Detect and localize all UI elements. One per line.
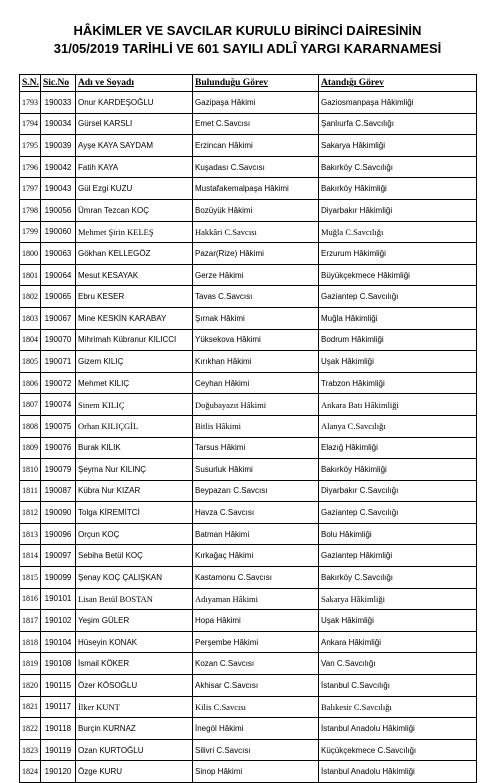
row-name: İlker KUNT — [76, 696, 193, 718]
table-row — [20, 588, 477, 610]
row-sn: 1815 — [20, 567, 41, 589]
header-assigned-post: Atandığı Görev — [319, 75, 477, 92]
row-sn: 1817 — [20, 610, 41, 632]
row-name: Sebiha Betül KOÇ — [76, 545, 193, 567]
row-assigned-post: Van C.Savcılığı — [319, 653, 477, 675]
row-sic-no: 190060 — [41, 221, 76, 243]
table-row — [20, 480, 477, 502]
row-sic-no: 190108 — [41, 653, 76, 675]
row-sic-no: 190104 — [41, 631, 76, 653]
row-sic-no: 190064 — [41, 264, 76, 286]
row-sn: 1795 — [20, 135, 41, 157]
row-assigned-post: Bakırköy Hâkimliği — [319, 459, 477, 481]
row-name: Mehmet Şirin KELEŞ — [76, 221, 193, 243]
table-row — [20, 264, 477, 286]
row-name: Onur KARDEŞOĞLU — [76, 92, 193, 114]
row-current-post: Bozüyük Hâkimi — [193, 199, 319, 221]
table-row — [20, 696, 477, 718]
row-name: Ayşe KAYA SAYDAM — [76, 135, 193, 157]
row-current-post: Bitlis Hâkimi — [193, 415, 319, 437]
row-sn: 1814 — [20, 545, 41, 567]
table-row — [20, 286, 477, 308]
table-row — [20, 739, 477, 761]
row-sn: 1800 — [20, 243, 41, 265]
row-sn: 1801 — [20, 264, 41, 286]
row-assigned-post: Sakarya Hâkimliği — [319, 588, 477, 610]
row-sic-no: 190042 — [41, 156, 76, 178]
table-row — [20, 545, 477, 567]
row-name: Ebru KESER — [76, 286, 193, 308]
row-current-post: Tavas C.Savcısı — [193, 286, 319, 308]
row-name: Mesut KESAYAK — [76, 264, 193, 286]
row-sic-no: 190120 — [41, 761, 76, 783]
row-sic-no: 190056 — [41, 199, 76, 221]
table-row — [20, 610, 477, 632]
document-title — [0, 22, 495, 58]
table-row — [20, 135, 477, 157]
table-row — [20, 631, 477, 653]
row-assigned-post: Alanya C.Savcılığı — [319, 415, 477, 437]
row-current-post: Kuşadası C.Savcısı — [193, 156, 319, 178]
title-line-1: HÂKİMLER VE SAVCILAR KURULU BİRİNCİ DAİRESİNİN — [73, 23, 422, 38]
row-sic-no: 190090 — [41, 502, 76, 524]
table-row — [20, 437, 477, 459]
row-current-post: Şırnak Hâkimi — [193, 307, 319, 329]
table-row — [20, 459, 477, 481]
row-sn: 1816 — [20, 588, 41, 610]
row-name: Yeşim GÜLER — [76, 610, 193, 632]
row-sn: 1813 — [20, 523, 41, 545]
row-name: Orhan KILIÇGİL — [76, 415, 193, 437]
row-current-post: Mustafakemalpaşa Hâkimi — [193, 178, 319, 200]
row-sn: 1804 — [20, 329, 41, 351]
row-sn: 1802 — [20, 286, 41, 308]
row-name: Şenay KOÇ ÇALIŞKAN — [76, 567, 193, 589]
row-sn: 1803 — [20, 307, 41, 329]
row-sn: 1818 — [20, 631, 41, 653]
row-current-post: Kırıkhan Hâkimi — [193, 351, 319, 373]
row-name: Özge KURU — [76, 761, 193, 783]
row-current-post: Adıyaman Hâkimi — [193, 588, 319, 610]
row-assigned-post: Muğla C.Savcılığı — [319, 221, 477, 243]
table-row — [20, 567, 477, 589]
row-current-post: Yüksekova Hâkimi — [193, 329, 319, 351]
row-current-post: Silivri C.Savcısı — [193, 739, 319, 761]
row-sic-no: 190072 — [41, 372, 76, 394]
row-name: Fatih KAYA — [76, 156, 193, 178]
row-current-post: Erzincan Hâkimi — [193, 135, 319, 157]
row-sic-no: 190118 — [41, 718, 76, 740]
table-row — [20, 243, 477, 265]
row-current-post: Akhisar C.Savcısı — [193, 675, 319, 697]
row-sic-no: 190096 — [41, 523, 76, 545]
row-sn: 1808 — [20, 415, 41, 437]
table-row — [20, 92, 477, 114]
row-assigned-post: Bolu Hâkimliği — [319, 523, 477, 545]
row-sic-no: 190115 — [41, 675, 76, 697]
row-name: Ümran Tezcan KOÇ — [76, 199, 193, 221]
header-name: Adı ve Soyadı — [76, 75, 193, 92]
row-sn: 1819 — [20, 653, 41, 675]
row-sic-no: 190063 — [41, 243, 76, 265]
row-assigned-post: Ankara Hâkimliği — [319, 631, 477, 653]
row-assigned-post: Büyükçekmece Hâkimliği — [319, 264, 477, 286]
row-assigned-post: Gaziantep C.Savcılığı — [319, 502, 477, 524]
row-name: İsmail KÖKER — [76, 653, 193, 675]
row-assigned-post: İstanbul Anadolu Hâkimliği — [319, 761, 477, 783]
row-name: Gizem KILIÇ — [76, 351, 193, 373]
row-current-post: Hakkâri C.Savcısı — [193, 221, 319, 243]
table-header-row — [20, 75, 477, 92]
table-row — [20, 653, 477, 675]
row-sn: 1811 — [20, 480, 41, 502]
row-sic-no: 190033 — [41, 92, 76, 114]
row-sic-no: 190119 — [41, 739, 76, 761]
row-name: Özer KÖSOĞLU — [76, 675, 193, 697]
row-assigned-post: Bodrum Hâkimliği — [319, 329, 477, 351]
row-sic-no: 190071 — [41, 351, 76, 373]
row-sic-no: 190070 — [41, 329, 76, 351]
row-assigned-post: Uşak Hâkimliği — [319, 351, 477, 373]
row-sn: 1812 — [20, 502, 41, 524]
table-row — [20, 718, 477, 740]
row-sic-no: 190102 — [41, 610, 76, 632]
row-current-post: Hopa Hâkimi — [193, 610, 319, 632]
row-name: Burak KILIK — [76, 437, 193, 459]
row-name: Lisan Betül BOSTAN — [76, 588, 193, 610]
header-sic-no: Sic.No — [41, 75, 76, 92]
row-sn: 1794 — [20, 113, 41, 135]
row-current-post: Susurluk Hâkimi — [193, 459, 319, 481]
row-sn: 1798 — [20, 199, 41, 221]
table-row — [20, 372, 477, 394]
row-current-post: Perşembe Hâkimi — [193, 631, 319, 653]
row-sic-no: 190039 — [41, 135, 76, 157]
row-sic-no: 190087 — [41, 480, 76, 502]
row-current-post: Kırkağaç Hâkimi — [193, 545, 319, 567]
row-current-post: Kozan C.Savcısı — [193, 653, 319, 675]
row-sn: 1810 — [20, 459, 41, 481]
table-body — [20, 92, 477, 783]
row-sic-no: 190079 — [41, 459, 76, 481]
appointment-table — [19, 74, 477, 783]
row-name: Şeyma Nur KILINÇ — [76, 459, 193, 481]
row-sic-no: 190101 — [41, 588, 76, 610]
row-sn: 1824 — [20, 761, 41, 783]
row-assigned-post: Diyarbakır Hâkimliği — [319, 199, 477, 221]
row-name: Orçun KOÇ — [76, 523, 193, 545]
row-name: Mehmet KILIÇ — [76, 372, 193, 394]
row-sn: 1805 — [20, 351, 41, 373]
row-assigned-post: Küçükçekmece C.Savcılığı — [319, 739, 477, 761]
row-assigned-post: Gaziantep C.Savcılığı — [319, 286, 477, 308]
row-name: Gökhan KELLEGÖZ — [76, 243, 193, 265]
row-sn: 1821 — [20, 696, 41, 718]
title-line-2: 31/05/2019 TARİHLİ VE 601 SAYILI ADLÎ YARGI KARARNAMESİ — [53, 41, 442, 56]
row-name: Mihrimah Kübranur KILICCI — [76, 329, 193, 351]
row-sic-no: 190074 — [41, 394, 76, 416]
row-name: Sinem KILIÇ — [76, 394, 193, 416]
table-row — [20, 307, 477, 329]
row-sic-no: 190099 — [41, 567, 76, 589]
row-name: Ozan KURTOĞLU — [76, 739, 193, 761]
table-row — [20, 199, 477, 221]
row-assigned-post: Erzurum Hâkimliği — [319, 243, 477, 265]
row-current-post: Gerze Hâkimi — [193, 264, 319, 286]
row-current-post: Kilis C.Savcısı — [193, 696, 319, 718]
row-assigned-post: İstanbul C.Savcılığı — [319, 675, 477, 697]
row-name: Burçin KURNAZ — [76, 718, 193, 740]
row-current-post: Batman Hâkimi — [193, 523, 319, 545]
table-row — [20, 523, 477, 545]
row-assigned-post: Balıkesir C.Savcılığı — [319, 696, 477, 718]
row-current-post: Tarsus Hâkimi — [193, 437, 319, 459]
row-current-post: Gazipaşa Hâkimi — [193, 92, 319, 114]
row-name: Kübra Nur KIZAR — [76, 480, 193, 502]
table-row — [20, 351, 477, 373]
row-name: Gürsel KARSLI — [76, 113, 193, 135]
row-name: Mine KESKİN KARABAY — [76, 307, 193, 329]
row-assigned-post: Gaziantep Hâkimliği — [319, 545, 477, 567]
row-sic-no: 190043 — [41, 178, 76, 200]
row-assigned-post: Bakırköy C.Savcılığı — [319, 567, 477, 589]
row-name: Gül Ezgi KUZU — [76, 178, 193, 200]
row-sn: 1796 — [20, 156, 41, 178]
row-sic-no: 190067 — [41, 307, 76, 329]
row-assigned-post: Elazığ Hâkimliği — [319, 437, 477, 459]
row-assigned-post: İstanbul Anadolu Hâkimliği — [319, 718, 477, 740]
header-current-post: Bulunduğu Görev — [193, 75, 319, 92]
row-assigned-post: Bakırköy Hâkimliği — [319, 178, 477, 200]
table-row — [20, 675, 477, 697]
row-sn: 1822 — [20, 718, 41, 740]
row-assigned-post: Muğla Hâkimliği — [319, 307, 477, 329]
row-assigned-post: Diyarbakır C.Savcılığı — [319, 480, 477, 502]
row-name: Hüseyin KONAK — [76, 631, 193, 653]
row-sic-no: 190065 — [41, 286, 76, 308]
row-sn: 1809 — [20, 437, 41, 459]
row-sic-no: 190097 — [41, 545, 76, 567]
row-sn: 1797 — [20, 178, 41, 200]
row-name: Tolga KİREMİTCİ — [76, 502, 193, 524]
row-sic-no: 190034 — [41, 113, 76, 135]
table-row — [20, 394, 477, 416]
row-current-post: Beypazarı C.Savcısı — [193, 480, 319, 502]
row-current-post: Sinop Hâkimi — [193, 761, 319, 783]
row-assigned-post: Trabzon Hâkimliği — [319, 372, 477, 394]
row-sic-no: 190076 — [41, 437, 76, 459]
row-sic-no: 190075 — [41, 415, 76, 437]
row-assigned-post: Gaziosmanpaşa Hâkimliği — [319, 92, 477, 114]
row-assigned-post: Bakırköy C.Savcılığı — [319, 156, 477, 178]
row-sic-no: 190117 — [41, 696, 76, 718]
row-assigned-post: Şanlıurfa C.Savcılığı — [319, 113, 477, 135]
row-current-post: Ceyhan Hâkimi — [193, 372, 319, 394]
table-row — [20, 113, 477, 135]
row-current-post: Doğubayazıt Hâkimi — [193, 394, 319, 416]
row-current-post: Pazar(Rize) Hâkimi — [193, 243, 319, 265]
table-row — [20, 221, 477, 243]
header-sn: S.N. — [20, 75, 41, 92]
row-sn: 1807 — [20, 394, 41, 416]
row-current-post: Havza C.Savcısı — [193, 502, 319, 524]
row-sn: 1799 — [20, 221, 41, 243]
table-row — [20, 329, 477, 351]
table-row — [20, 178, 477, 200]
row-current-post: Kastamonu C.Savcısı — [193, 567, 319, 589]
row-assigned-post: Sakarya Hâkimliği — [319, 135, 477, 157]
row-assigned-post: Ankara Batı Hâkimliği — [319, 394, 477, 416]
row-current-post: Emet C.Savcısı — [193, 113, 319, 135]
table-row — [20, 502, 477, 524]
row-sn: 1793 — [20, 92, 41, 114]
row-assigned-post: Uşak Hâkimliği — [319, 610, 477, 632]
row-sn: 1823 — [20, 739, 41, 761]
row-sn: 1806 — [20, 372, 41, 394]
table-row — [20, 761, 477, 783]
row-current-post: İnegöl Hâkimi — [193, 718, 319, 740]
row-sn: 1820 — [20, 675, 41, 697]
table-row — [20, 415, 477, 437]
table-row — [20, 156, 477, 178]
